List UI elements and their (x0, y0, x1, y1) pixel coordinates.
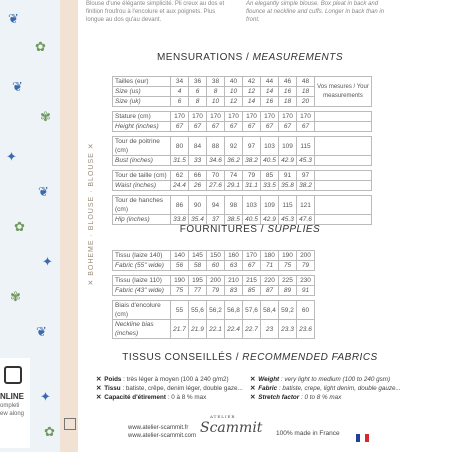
table-cell: 21.7 (171, 320, 189, 339)
table-cell: 92 (225, 137, 243, 156)
table-cell: 97 (243, 137, 261, 156)
table-cell: 12 (225, 97, 243, 107)
leaf-icon: ✦ (6, 149, 17, 164)
table-row (113, 286, 315, 296)
table-cell: 75 (279, 261, 297, 271)
website-link[interactable]: www.atelier-scammit.fr (128, 425, 189, 431)
table-row (113, 77, 372, 87)
table-cell: 80 (171, 137, 189, 156)
table-cell: 18 (279, 97, 297, 107)
fabric-bullet: ✕ Weight : very light to medium (100 to 240 gsm) (250, 376, 391, 383)
table-cell: 22.7 (243, 320, 261, 339)
bullet-x-icon: ✕ (250, 385, 256, 392)
table-cell: 67 (207, 122, 225, 132)
table-cell: 48 (297, 77, 315, 87)
table-cell: 109 (261, 196, 279, 215)
table-row (113, 122, 372, 132)
table-cell: 170 (297, 112, 315, 122)
table-cell: 86 (171, 196, 189, 215)
table-cell: 59,2 (279, 301, 297, 320)
table-cell: 56,8 (225, 301, 243, 320)
website-links (128, 424, 196, 440)
table-cell: 91 (297, 286, 315, 296)
fabric-bullet: ✕ Fabric : batiste, crepe, light denim, double gauze... (250, 385, 401, 392)
table-row (113, 276, 315, 286)
table-cell: 150 (207, 251, 225, 261)
row-label: Fabric (55" wide) (113, 261, 171, 271)
table-cell: 210 (225, 276, 243, 286)
table-cell: 84 (189, 137, 207, 156)
table-cell: 115 (279, 196, 297, 215)
table-cell: 16 (279, 87, 297, 97)
table-cell: 89 (279, 286, 297, 296)
badge-line: ompleti (0, 403, 20, 409)
table-cell: 62 (171, 171, 189, 181)
table-cell: 190 (279, 251, 297, 261)
leaf-icon: ❦ (12, 79, 23, 94)
table-cell: 190 (171, 276, 189, 286)
table-cell: 42 (243, 77, 261, 87)
table-cell: 22.1 (207, 320, 225, 339)
table-cell: 38.5 (225, 215, 243, 225)
row-label: Tour de poitrine (cm) (113, 137, 171, 156)
table-cell: 34.6 (207, 156, 225, 166)
table-cell: 33.8 (171, 215, 189, 225)
table-row (113, 156, 372, 166)
measurements-table (112, 76, 372, 225)
your-measurements-cell[interactable] (315, 215, 372, 225)
table-cell: 8 (207, 87, 225, 97)
website-link[interactable]: www.atelier-scammit.com (128, 433, 197, 439)
table-cell: 20 (297, 97, 315, 107)
table-cell: 42.9 (279, 156, 297, 166)
table-cell: 90 (189, 196, 207, 215)
table-cell: 44 (261, 77, 279, 87)
table-cell: 67 (261, 122, 279, 132)
table-cell: 83 (225, 286, 243, 296)
table-cell: 12 (243, 87, 261, 97)
bullet-x-icon: ✕ (250, 376, 256, 383)
leaf-icon: ✿ (35, 39, 46, 54)
table-cell: 170 (243, 251, 261, 261)
your-measurements-cell[interactable] (315, 196, 372, 215)
leaf-icon: ❦ (8, 11, 19, 26)
your-measurements-cell[interactable] (315, 122, 372, 132)
table-cell: 34 (171, 77, 189, 87)
row-label: Stature (cm) (113, 112, 171, 122)
table-cell: 31.1 (243, 181, 261, 191)
table-cell: 225 (279, 276, 297, 286)
table-cell: 38.2 (297, 181, 315, 191)
table-cell: 160 (225, 251, 243, 261)
table-cell: 35.8 (279, 181, 297, 191)
intro-fr: Blouse d'une élégante simplicité. Pli creux au dos et finition froufrou à l'encolure et aux poignets. Plus longue au dos qu'au devant. (86, 1, 225, 23)
bullet-x-icon: ✕ (250, 394, 256, 401)
table-cell: 16 (261, 97, 279, 107)
leaf-icon: ❦ (36, 324, 47, 339)
your-measurements-cell[interactable] (315, 137, 372, 156)
row-label: Height (inches) (113, 122, 171, 132)
table-cell: 60 (207, 261, 225, 271)
table-cell: 67 (189, 122, 207, 132)
table-cell: 103 (243, 196, 261, 215)
table-cell: 230 (297, 276, 315, 286)
fabrics-title: TISSUS CONSEILLÉS / RECOMMENDED FABRICS (122, 352, 378, 363)
table-cell: 23 (261, 320, 279, 339)
row-label: Tailles (eur) (113, 77, 171, 87)
table-cell: 85 (243, 286, 261, 296)
leaf-icon: ✾ (10, 289, 21, 304)
table-cell: 67 (297, 122, 315, 132)
table-cell: 55 (171, 301, 189, 320)
table-cell: 4 (171, 87, 189, 97)
french-flag-icon (356, 429, 369, 437)
online-badge (0, 358, 30, 448)
table-cell: 67 (225, 122, 243, 132)
row-label: Fabric (43" wide) (113, 286, 171, 296)
table-cell: 70 (207, 171, 225, 181)
table-cell: 56 (171, 261, 189, 271)
table-cell: 27.6 (207, 181, 225, 191)
table-cell: 103 (261, 137, 279, 156)
table-cell: 77 (189, 286, 207, 296)
table-cell: 38.2 (243, 156, 261, 166)
table-cell: 85 (261, 171, 279, 181)
bullet-x-icon: ✕ (96, 376, 102, 383)
your-measurements-cell[interactable] (315, 181, 372, 191)
table-cell: 170 (189, 112, 207, 122)
table-cell: 42.9 (261, 215, 279, 225)
table-cell: 220 (261, 276, 279, 286)
table-cell: 14 (261, 87, 279, 97)
table-cell: 22.4 (225, 320, 243, 339)
row-label: Neckline bias (inches) (113, 320, 171, 339)
table-cell: 56,2 (207, 301, 225, 320)
leaf-icon: ✾ (40, 109, 51, 124)
table-cell: 46 (279, 77, 297, 87)
table-row (113, 251, 315, 261)
table-cell: 36 (189, 77, 207, 87)
table-cell: 67 (279, 122, 297, 132)
table-cell: 10 (225, 87, 243, 97)
table-cell: 121 (297, 196, 315, 215)
table-cell: 180 (261, 251, 279, 261)
table-cell: 26 (189, 181, 207, 191)
intro-en: An elegantly simple blouse. Box pleat in back and flounce at neckline and cuffs. Longer in back than in front. (246, 1, 385, 23)
table-cell: 200 (297, 251, 315, 261)
table-cell: 91 (279, 171, 297, 181)
table-cell: 145 (189, 251, 207, 261)
row-label: Biais d'encolure (cm) (113, 301, 171, 320)
table-cell: 98 (225, 196, 243, 215)
table-cell: 66 (189, 171, 207, 181)
table-cell: 170 (279, 112, 297, 122)
fabric-bullet: ✕ Capacité d'étirement : 0 à 8 % max (96, 394, 207, 401)
made-in-france: 100% made in France (276, 430, 340, 437)
table-cell: 38 (207, 77, 225, 87)
table-cell: 58 (189, 261, 207, 271)
row-label: Size (us) (113, 87, 171, 97)
home-icon (64, 418, 76, 430)
leaf-icon: ❦ (38, 184, 49, 199)
table-cell: 60 (297, 301, 315, 320)
row-label: Hip (inches) (113, 215, 171, 225)
table-cell: 140 (171, 251, 189, 261)
table-row (113, 112, 372, 122)
bullet-x-icon: ✕ (96, 394, 102, 401)
table-cell: 170 (243, 112, 261, 122)
table-row (113, 215, 372, 225)
table-cell: 200 (207, 276, 225, 286)
table-cell: 170 (261, 112, 279, 122)
table-cell: 58,4 (261, 301, 279, 320)
fabric-bullet: ✕ Stretch factor : 0 to 8 % max (250, 394, 342, 401)
your-measurements-cell[interactable] (315, 156, 372, 166)
table-cell: 55,6 (189, 301, 207, 320)
table-cell: 170 (225, 112, 243, 122)
badge-title: NLINE (0, 392, 24, 401)
supplies-title: FOURNITURES / SUPPLIES (179, 224, 321, 235)
table-row (113, 181, 372, 191)
table-cell: 10 (207, 97, 225, 107)
table-cell: 14 (243, 97, 261, 107)
measurements-title: MENSURATIONS / MEASUREMENTS (156, 52, 344, 63)
table-cell: 23.6 (297, 320, 315, 339)
table-cell: 31.5 (171, 156, 189, 166)
table-cell: 97 (297, 171, 315, 181)
device-icon (4, 366, 22, 384)
table-cell: 79 (207, 286, 225, 296)
row-label: Tissu (laize 110) (113, 276, 171, 286)
table-cell: 18 (297, 87, 315, 97)
table-cell: 88 (207, 137, 225, 156)
leaf-icon: ✿ (44, 424, 55, 439)
table-cell: 74 (225, 171, 243, 181)
table-cell: 40.5 (261, 156, 279, 166)
table-cell: 94 (207, 196, 225, 215)
table-cell: 57,6 (243, 301, 261, 320)
leaf-icon: ✿ (14, 219, 25, 234)
row-label: Tour de hanches (cm) (113, 196, 171, 215)
table-cell: 63 (225, 261, 243, 271)
table-cell: 45.3 (279, 215, 297, 225)
table-cell: 24.4 (171, 181, 189, 191)
table-cell: 33 (189, 156, 207, 166)
table-row (113, 301, 315, 320)
your-measurements-cell: Vos mesures / Your measurements (315, 77, 372, 107)
table-cell: 215 (243, 276, 261, 286)
table-cell: 195 (189, 276, 207, 286)
fabric-bullet: ✕ Poids : très léger à moyen (100 à 240 g/m2) (96, 376, 229, 383)
table-row (113, 196, 372, 215)
row-label: Tissu (laize 140) (113, 251, 171, 261)
table-cell: 40.5 (243, 215, 261, 225)
brand-logo: ATELIER Scammit (200, 414, 263, 436)
table-row (113, 320, 315, 339)
fabric-bullet: ✕ Tissu : batiste, crêpe, denim léger, double gaze... (96, 385, 243, 392)
table-cell: 79 (243, 171, 261, 181)
table-cell: 21.9 (189, 320, 207, 339)
table-cell: 87 (261, 286, 279, 296)
table-cell: 29.1 (225, 181, 243, 191)
table-cell: 23.3 (279, 320, 297, 339)
table-cell: 75 (171, 286, 189, 296)
row-label: Bust (inches) (113, 156, 171, 166)
badge-line: ew along (0, 411, 25, 417)
table-cell: 8 (189, 97, 207, 107)
table-cell: 6 (171, 97, 189, 107)
page-gutter (60, 0, 78, 452)
table-cell: 36.2 (225, 156, 243, 166)
table-cell: 45.3 (297, 156, 315, 166)
row-label: Tour de taille (cm) (113, 171, 171, 181)
leaf-icon: ✦ (42, 254, 53, 269)
table-row (113, 171, 372, 181)
fabrics-list-fr (96, 375, 243, 402)
table-row (113, 137, 372, 156)
table-cell: 40 (225, 77, 243, 87)
table-cell: 37 (207, 215, 225, 225)
table-cell: 109 (279, 137, 297, 156)
table-cell: 115 (297, 137, 315, 156)
your-measurements-cell[interactable] (315, 112, 372, 122)
table-row (113, 261, 315, 271)
table-cell: 6 (189, 87, 207, 97)
table-cell: 33.5 (261, 181, 279, 191)
bullet-x-icon: ✕ (96, 385, 102, 392)
table-cell: 71 (261, 261, 279, 271)
table-cell: 67 (243, 122, 261, 132)
table-cell: 170 (207, 112, 225, 122)
fabrics-list-en (250, 375, 401, 402)
table-cell: 35.4 (189, 215, 207, 225)
table-cell: 67 (243, 261, 261, 271)
table-cell: 67 (171, 122, 189, 132)
leaf-icon: ✦ (40, 389, 51, 404)
pattern-name-vertical: ✕ BOHEME · BLOUSE · BLOUSE ✕ (88, 142, 95, 286)
row-label: Waist (inches) (113, 181, 171, 191)
your-measurements-cell[interactable] (315, 171, 372, 181)
table-cell: 79 (297, 261, 315, 271)
table-cell: 47.6 (297, 215, 315, 225)
table-cell: 170 (171, 112, 189, 122)
row-label: Size (uk) (113, 97, 171, 107)
supplies-table (112, 250, 315, 339)
